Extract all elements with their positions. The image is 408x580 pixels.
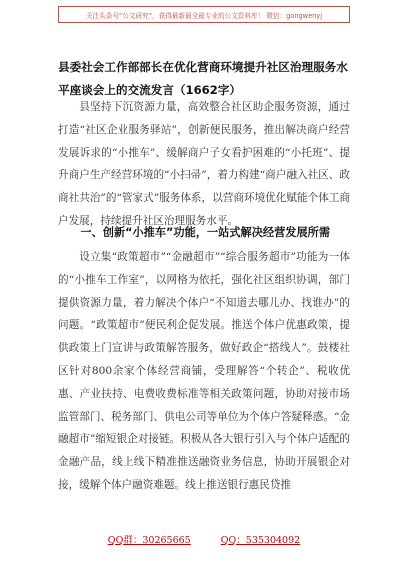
qq-contact-link[interactable]: QQ：535304092 <box>220 535 301 546</box>
header-banner <box>58 6 350 23</box>
section-1-paragraph: 设立集“政策超市”“金融超市”“综合服务超市”功能为一体的“小推车工作室”，以网格为依托，强化社区组织协调，部门提供资源力量，着力解决个体户“不知道去哪儿办、找谁办”的问题。“政策超市”便民利企促发展。推送个体户优惠政策，提供政策上门宣讲与政策解答服务，做好政企“搭线人”。鼓楼社区针对800余家个体经营商铺，受理解答“个转企”、税收优惠、产业扶持、电费收费标准等相关政策问题，协助对接市场监管部门、税务部门、供电公司等单位为个体户答疑释惑。“金融超市”缩短银企对接链。积极从各大银行引入与个体户适配的金融产品，线上线下精准推送融资业务信息，协助开展银企对接，缓解个体户融资难题。线上推送银行惠民贷推 <box>58 251 350 491</box>
footer-contact <box>0 532 408 546</box>
banner-text: 关注头条号“公文研究”，获得最新最全最专业的公文资料库！ 微信：gongwenyj <box>85 11 323 20</box>
document-title: 县委社会工作部部长在优化营商环境提升社区治理服务水平座谈会上的交流发言（1662字） <box>58 60 348 97</box>
intro-paragraph: 县坚持下沉资源力量，高效整合社区助企服务资源，通过打造“社区企业服务驿站”，创新便民服务，推出解决商户经营发展诉求的“小推车”、缓解商户子女看护困难的“小托班”、提升商户生产经营环境的“小扫帚”，着力构建“商户融入社区、政商社共治”的“管家式”服务体系，以营商环境优化赋能个体工商户发展，持续提升社区治理服务水平。 <box>58 101 350 227</box>
section-heading-1: 一、创新“小推车”功能，一站式解决经营发展所需 <box>80 226 331 239</box>
qq-group-link[interactable]: QQ群：30265665 <box>107 535 191 546</box>
